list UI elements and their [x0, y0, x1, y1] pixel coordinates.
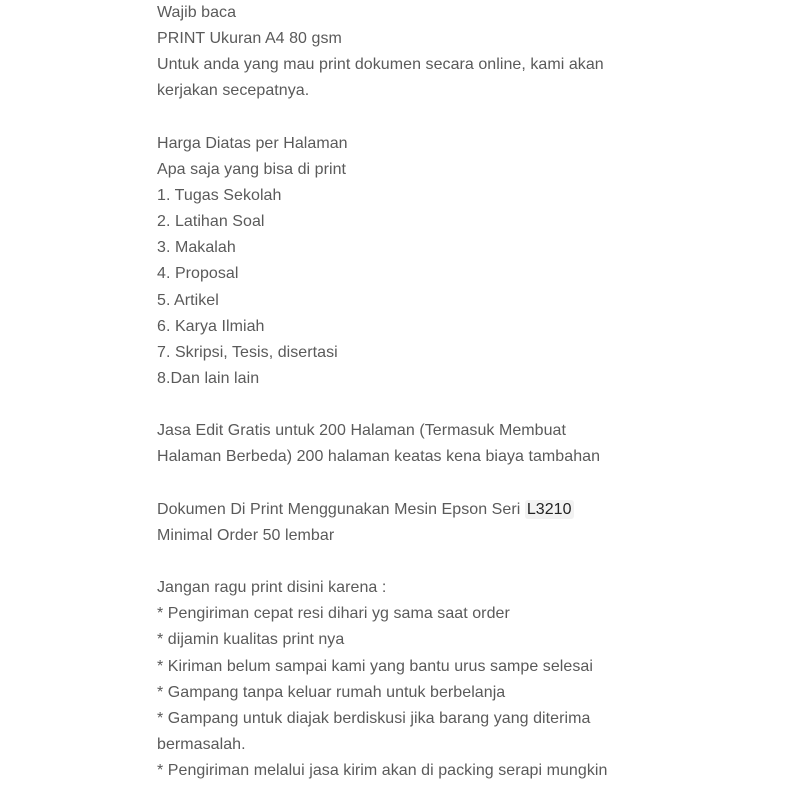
edit-note-line: Jasa Edit Gratis untuk 200 Halaman (Termasuk Membuat	[157, 422, 566, 440]
intro-line: Wajib baca	[157, 4, 237, 21]
blank-line	[157, 105, 777, 131]
reasons-heading: Jangan ragu print disini karena :	[157, 579, 387, 597]
intro-line: PRINT Ukuran A4 80 gsm	[157, 30, 342, 48]
list-item: 5. Artikel	[157, 291, 219, 309]
printer-line	[157, 497, 777, 523]
printer-model-highlight[interactable]: L3210	[526, 500, 572, 518]
list-item: 4. Proposal	[157, 265, 239, 283]
reason-item: * Pengiriman cepat resi dihari yg sama saat order	[157, 605, 510, 623]
list-item: 1. Tugas Sekolah	[157, 186, 282, 204]
list-item: 7. Skripsi, Tesis, disertasi	[157, 343, 338, 361]
reason-item: * Gampang untuk diajak berdiskusi jika barang yang diterima	[157, 709, 591, 727]
min-order: Minimal Order 50 lembar	[157, 526, 335, 544]
reason-item: bermasalah.	[157, 735, 246, 753]
intro-line: kerjakan secepatnya.	[157, 82, 310, 100]
blank-line	[157, 549, 777, 575]
reason-item: * Gampang tanpa keluar rumah untuk berbelanja	[157, 683, 506, 701]
reason-item: * Pengiriman melalui jasa kirim akan di packing serapi mungkin	[157, 762, 608, 780]
reason-item: * Kiriman belum sampai kami yang bantu urus sampe selesai	[157, 657, 593, 675]
blank-line	[157, 471, 777, 497]
list-item: 8.Dan lain lain	[157, 369, 260, 387]
product-description	[157, 0, 777, 784]
reason-item: * dijamin kualitas print nya	[157, 631, 345, 649]
blank-line	[157, 392, 777, 418]
edit-note-line: Halaman Berbeda) 200 halaman keatas kena biaya tambahan	[157, 448, 601, 466]
intro-line: Untuk anda yang mau print dokumen secara online, kami akan	[157, 56, 604, 74]
list-heading: Apa saja yang bisa di print	[157, 160, 347, 178]
list-item: 6. Karya Ilmiah	[157, 317, 265, 335]
printer-prefix: Dokumen Di Print Menggunakan Mesin Epson Seri	[157, 500, 525, 518]
list-item: 3. Makalah	[157, 239, 236, 257]
price-note: Harga Diatas per Halaman	[157, 134, 348, 152]
list-item: 2. Latihan Soal	[157, 213, 265, 231]
